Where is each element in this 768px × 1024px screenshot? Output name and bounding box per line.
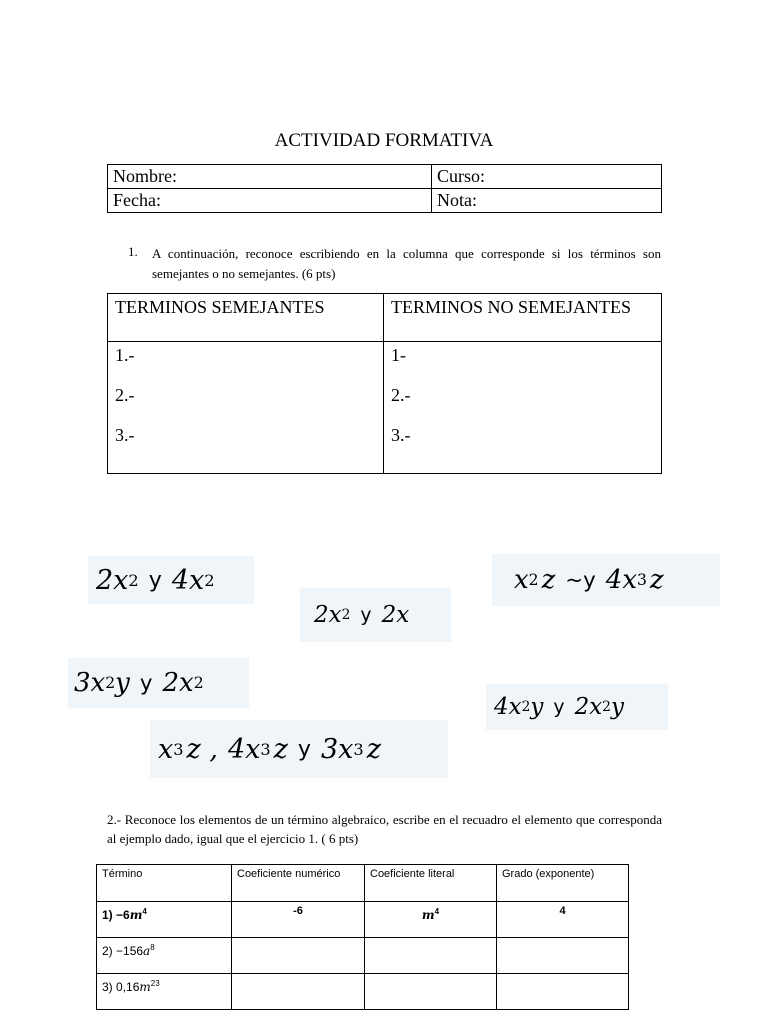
term-elements-table	[96, 864, 629, 1010]
answer-item: 1-	[391, 345, 406, 365]
table-row	[97, 938, 629, 974]
no-semejantes-answers[interactable]	[384, 342, 662, 474]
term-a-var: y	[530, 694, 544, 720]
numeric-cell[interactable]	[232, 974, 365, 1010]
term-a: 2x	[314, 602, 342, 628]
exercise1-number: 1.	[128, 244, 138, 259]
connector: y	[148, 567, 162, 593]
exponent: 2	[602, 699, 611, 715]
term-a: x	[158, 733, 174, 765]
exercise2-instructions: 2.- Reconoce los elementos de un término algebraico, escribe en el recuadro el elemento que corresponda al ejemplo dado, igual que el ejercicio 1. ( 6 pts)	[107, 812, 662, 846]
curso-field[interactable]: Curso:	[432, 165, 662, 189]
answer-item: 1.-	[115, 345, 135, 365]
exponent: 2	[193, 674, 204, 692]
grade-cell[interactable]	[497, 938, 629, 974]
page-title: ACTIVIDAD FORMATIVA	[274, 130, 494, 151]
term-b: 4x	[171, 564, 205, 596]
fecha-field[interactable]: Fecha:	[108, 189, 432, 213]
grade-cell[interactable]: 4	[497, 902, 629, 938]
exercise1-instructions: A continuación, reconoce escribiendo en la columna que corresponde si los términos son semejantes o no semejantes. (6 pts)	[152, 246, 661, 281]
header-coef-numerico: Coeficiente numérico	[232, 865, 365, 902]
nombre-field[interactable]: Nombre:	[108, 165, 432, 189]
expression-5	[486, 684, 668, 730]
header-grado: Grado (exponente)	[497, 865, 629, 902]
term-a-var: z ,	[186, 733, 218, 765]
exponent: 3	[173, 739, 184, 759]
term-cell: $1) -6m^4$	[97, 902, 232, 938]
nota-field[interactable]: Nota:	[432, 189, 662, 213]
semejantes-answers[interactable]	[108, 342, 384, 474]
header-termino: Término	[97, 865, 232, 902]
answer-item: 2.-	[115, 385, 135, 405]
term-c-var: z	[366, 733, 381, 765]
exponent: 2	[105, 674, 116, 692]
term-b: 2x	[381, 602, 410, 628]
exponent: 2	[204, 570, 215, 590]
connector: y	[360, 604, 372, 626]
header-coef-literal: Coeficiente literal	[365, 865, 497, 902]
literal-cell[interactable]	[365, 938, 497, 974]
exponent: 3	[637, 571, 647, 589]
table-row	[97, 902, 629, 938]
expression-2	[492, 554, 720, 606]
connector: y	[139, 670, 153, 696]
expression-6	[150, 720, 448, 778]
answer-item: 3.-	[115, 425, 135, 445]
term-b: 2x	[574, 694, 603, 720]
literal-cell[interactable]: $m^4$	[365, 902, 497, 938]
connector: ~y	[565, 567, 596, 593]
answer-item: 3.-	[391, 425, 411, 445]
table-row	[97, 974, 629, 1010]
grade-cell[interactable]	[497, 974, 629, 1010]
expression-4	[68, 658, 249, 708]
term-a: x	[514, 565, 529, 595]
term-b: 2x	[162, 668, 194, 698]
term-b-var: z	[649, 565, 664, 595]
numeric-cell[interactable]: -6	[232, 902, 365, 938]
semejantes-table	[107, 293, 662, 474]
numeric-cell[interactable]	[232, 938, 365, 974]
term-c: 3x	[320, 733, 354, 765]
exponent: 2	[528, 571, 539, 589]
connector: y	[297, 736, 311, 762]
term-a-var: z	[541, 565, 556, 595]
answer-item: 2.-	[391, 385, 411, 405]
literal-cell[interactable]	[365, 974, 497, 1010]
term-cell: $2) -156a^8$	[97, 938, 232, 974]
term-b-var: z	[273, 733, 288, 765]
term-cell: 3) $0,16m^{23}$	[97, 974, 232, 1010]
exponent: 2	[341, 607, 351, 623]
exponent: 2	[128, 570, 139, 590]
expression-3	[300, 588, 451, 642]
term-a-var: y	[115, 668, 130, 698]
header-semejantes: TERMINOS SEMEJANTES	[108, 294, 384, 342]
student-info-table	[107, 164, 662, 213]
term-a: 2x	[96, 564, 129, 596]
term-b: 4x	[605, 565, 637, 595]
connector: y	[553, 696, 565, 718]
exponent: 2	[521, 699, 531, 715]
expression-1	[88, 556, 254, 604]
term-a: 4x	[494, 694, 522, 720]
header-no-semejantes: TERMINOS NO SEMEJANTES	[384, 294, 662, 342]
term-b: 4x	[227, 733, 261, 765]
exponent: 3	[260, 739, 271, 759]
exponent: 3	[353, 739, 364, 759]
term-b-var: y	[610, 694, 624, 720]
term-a: 3x	[74, 668, 106, 698]
